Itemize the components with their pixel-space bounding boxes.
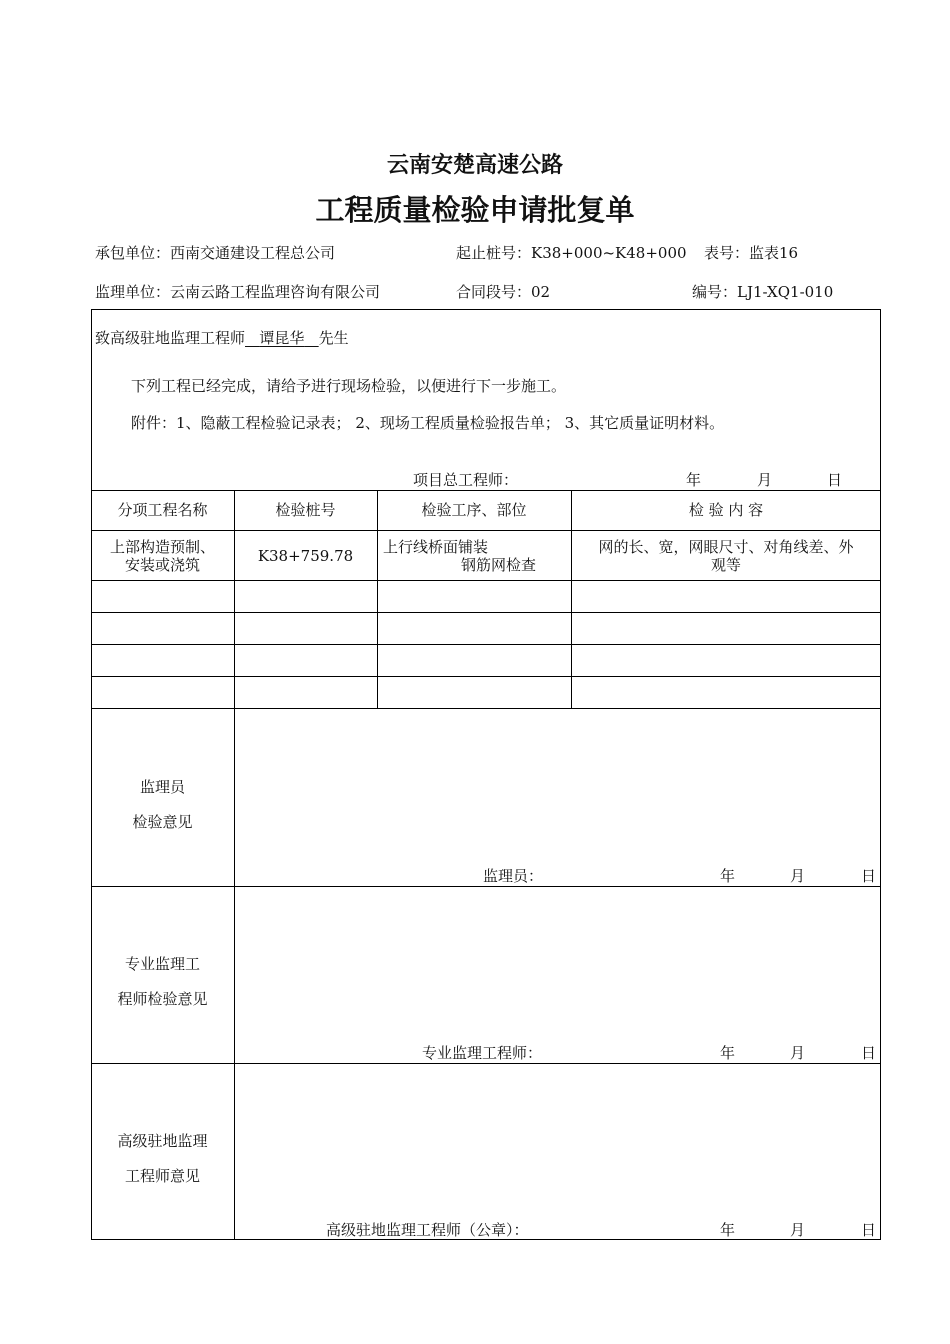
row3-bottom-rule (91, 644, 881, 645)
supervisor-unit-field: 监理单位：云南云路工程监理咨询有限公司 (95, 283, 381, 301)
resident-engineer-signature-label: 高级驻地监理工程师（公章）： (326, 1221, 529, 1239)
resident-engineer-opinion-label-line1: 高级驻地监理 (117, 1132, 208, 1150)
column-divider-1 (234, 490, 235, 1239)
header-item-name: 分项工程名称 (117, 501, 208, 519)
row1-item-line2: 安装或浇筑 (124, 556, 200, 574)
form-title: 工程质量检验申请批复单 (315, 193, 635, 227)
row1-content (571, 538, 881, 574)
project-title: 云南安楚高速公路 (386, 152, 563, 178)
opinion1-bottom-rule (91, 886, 881, 887)
inspector-day-label: 日 (861, 867, 877, 885)
addressee-name-text: 谭昆华 (259, 329, 305, 347)
request-day-label: 日 (827, 471, 843, 489)
row1-bottom-rule (91, 580, 881, 581)
resident-engineer-opinion-label-line2: 工程师意见 (124, 1167, 200, 1185)
resident-engineer-year-label: 年 (720, 1221, 736, 1239)
specialist-year-label: 年 (720, 1044, 736, 1062)
chief-engineer-signature-label: 项目总工程师： (413, 471, 519, 489)
row1-process-line1: 上行线桥面铺装 (383, 538, 489, 556)
column-divider-3 (571, 490, 572, 708)
row1-content-line1: 网的长、宽，网眼尺寸、对角线差、外 (598, 538, 854, 556)
specialist-opinion-label-line2: 程师检验意见 (117, 990, 208, 1008)
addressee-name (245, 329, 319, 347)
resident-engineer-day-label: 日 (861, 1221, 877, 1239)
request-body: 下列工程已经完成，请给予进行现场检验，以便进行下一步施工。 (131, 377, 567, 395)
resident-engineer-opinion-label (91, 1124, 234, 1194)
row1-content-line2: 观等 (710, 556, 741, 574)
specialist-month-label: 月 (790, 1044, 806, 1062)
contract-section-field: 合同段号：02 (456, 283, 551, 301)
row1-item-name (91, 538, 234, 574)
inspector-opinion-label (91, 770, 234, 840)
row1-stake: K38+759.78 (257, 547, 354, 565)
header-process: 检验工序、部位 (421, 501, 527, 519)
specialist-signature-label: 专业监理工程师： (422, 1044, 543, 1062)
inspector-opinion-label-line1: 监理员 (139, 778, 185, 796)
attachments-line: 附件：1、隐蔽工程检验记录表； 2、现场工程质量检验报告单； 3、其它质量证明材料。 (131, 414, 725, 432)
row2-bottom-rule (91, 612, 881, 613)
contractor-field: 承包单位：西南交通建设工程总公司 (95, 244, 336, 262)
request-month-label: 月 (757, 471, 773, 489)
header-bottom-rule (91, 530, 881, 531)
opinion2-bottom-rule (91, 1063, 881, 1064)
addressee-prefix: 致高级驻地监理工程师 (95, 329, 246, 347)
inspector-opinion-label-line2: 检验意见 (132, 813, 193, 831)
resident-engineer-month-label: 月 (790, 1221, 806, 1239)
specialist-opinion-label (91, 947, 234, 1017)
header-content: 检 验 内 容 (688, 501, 764, 519)
specialist-day-label: 日 (861, 1044, 877, 1062)
row1-item-line1: 上部构造预制、 (109, 538, 215, 556)
row1-process-line2: 钢筋网检查 (461, 556, 537, 574)
row4-bottom-rule (91, 676, 881, 677)
request-year-label: 年 (686, 471, 702, 489)
inspector-month-label: 月 (790, 867, 806, 885)
table-top-rule (91, 490, 881, 491)
inspector-year-label: 年 (720, 867, 736, 885)
inspector-signature-label: 监理员： (483, 867, 544, 885)
row5-bottom-rule (91, 708, 881, 709)
stake-range-field: 起止桩号：K38+000~K48+000 (456, 244, 687, 262)
serial-number-field: 编号：LJ1-XQ1-010 (692, 283, 834, 301)
addressee-line (95, 327, 349, 348)
form-number-field: 表号：监表16 (704, 244, 799, 262)
header-stake: 检验桩号 (275, 501, 336, 519)
addressee-suffix: 先生 (318, 329, 349, 347)
column-divider-2 (377, 490, 378, 708)
specialist-opinion-label-line1: 专业监理工 (124, 955, 200, 973)
